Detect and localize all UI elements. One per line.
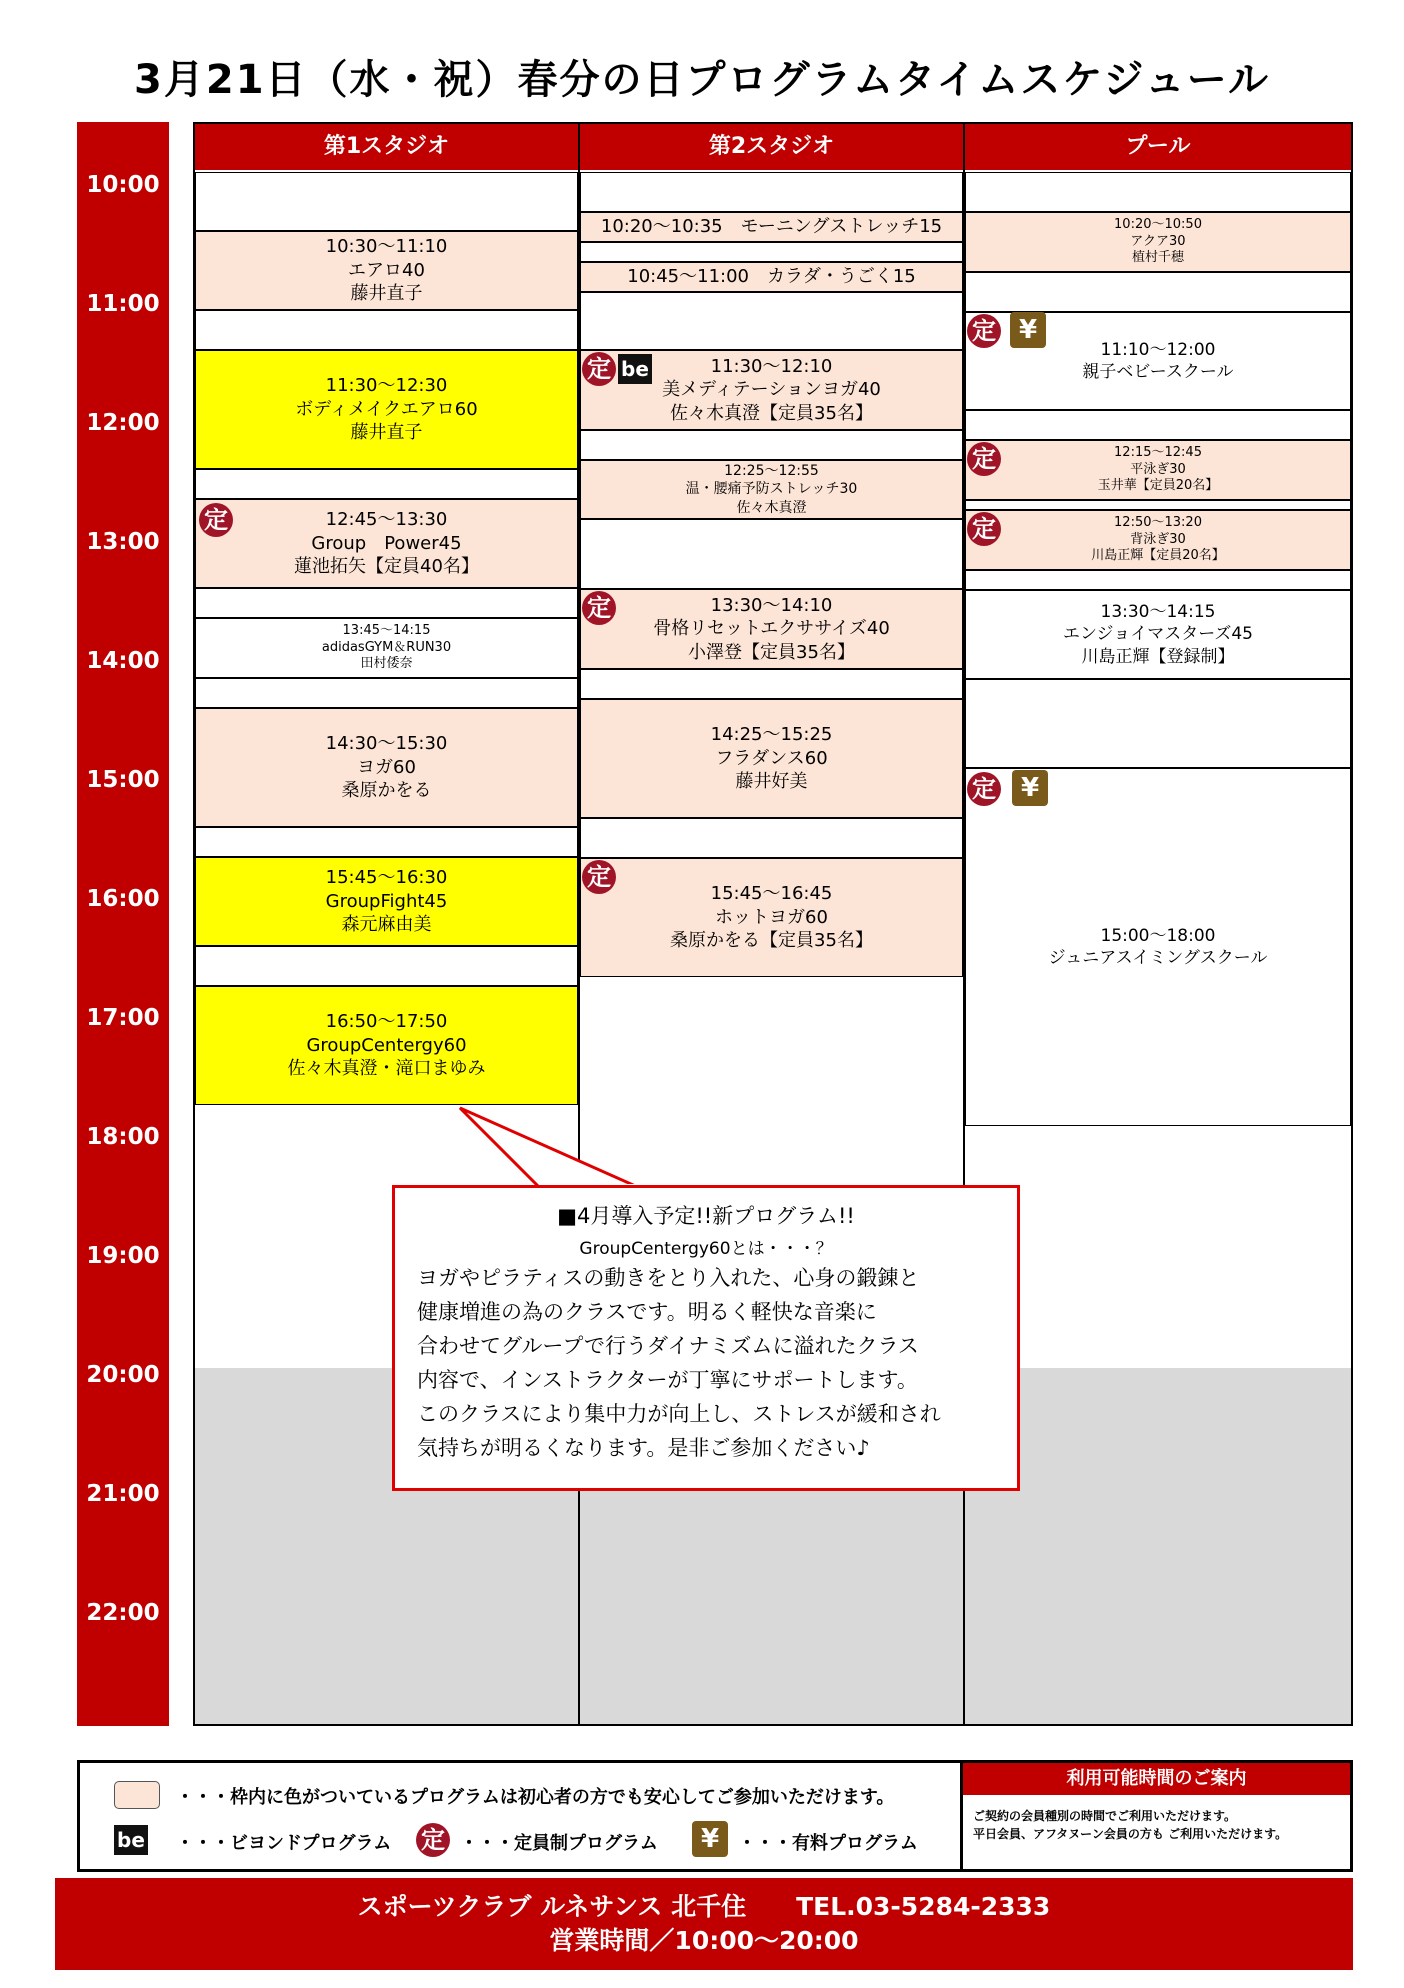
capacity-badge-icon: 定 [582,352,616,386]
program-name: アクア30 [1130,233,1186,249]
capacity-badge-icon: 定 [199,503,233,537]
beyond-program-icon: be [114,1825,148,1855]
time-label: 17:00 [86,1005,160,1031]
time-label: 14:00 [86,648,160,674]
program-instructor: 藤井直子 [350,422,423,444]
program-time: 12:45～13:30 [325,509,448,531]
time-label: 10:00 [86,172,160,198]
program-instructor: 玉井華【定員20名】 [1097,478,1219,494]
program-instructor: 佐々木真澄・滝口まゆみ [287,1058,486,1080]
program-name: エアロ40 [348,259,425,281]
time-label: 15:00 [86,767,160,793]
beginner-color-swatch [114,1781,160,1809]
program-time: 15:00～18:00 [1100,925,1216,946]
beyond-program-icon: be [618,354,652,384]
time-label: 13:00 [86,529,160,555]
availability-box [963,1760,1353,1872]
program-time: 14:30～15:30 [325,733,448,755]
callout-line: 合わせてグループで行うダイナミズムに溢れたクラス [417,1334,919,1358]
capacity-badge-icon: 定 [582,860,616,894]
program-instructor: 川島正輝【登録制】 [1081,646,1235,667]
legend-capacity: ・・・定員制プログラム [460,1833,658,1854]
program-time: 11:30～12:10 [710,355,833,377]
availability-line: ご契約の会員種別の時間でご利用いただけます。 [973,1809,1237,1823]
callout-line: ヨガやピラティスの動きをとり入れた、心身の鍛錬と [417,1266,920,1290]
business-hours: 営業時間／10:00～20:00 [549,1926,859,1955]
column-header-studio2: 第2スタジオ [580,124,963,170]
yen-icon: ¥ [1010,312,1046,348]
program-name: Group Power45 [311,532,462,554]
availability-line: 平日会員、アフタヌーン会員の方も ご利用いただけます。 [973,1827,1288,1841]
program-instructor: 桑原かをる【定員35名】 [670,930,873,952]
program-name: 背泳ぎ30 [1130,531,1186,547]
program-name: 平泳ぎ30 [1130,461,1186,477]
column-header-studio1: 第1スタジオ [195,124,578,170]
program-instructor: 森元麻由美 [341,914,432,936]
program-time: 12:50～13:20 [1114,514,1202,530]
program-name: 骨格リセットエクササイズ40 [653,618,890,640]
program-instructor: 藤井直子 [350,283,423,305]
program-time: 11:30～12:30 [325,375,448,397]
program-name: ホットヨガ60 [715,906,828,928]
program-name: adidasGYM＆RUN30 [321,639,452,655]
callout-heading: ■4月導入予定!!新プログラム!! [557,1204,855,1228]
callout-subheading: GroupCentergy60とは・・・？ [579,1239,833,1259]
program-time: 12:25～12:55 [724,463,819,480]
program-instructor: 佐々木真澄 [736,499,807,516]
legend [77,1760,963,1872]
program-instructor: 桑原かをる [341,780,432,802]
program-instructor: 佐々木真澄【定員35名】 [670,402,873,424]
callout-line: 気持ちが明るくなります。是非ご参加ください♪ [417,1436,870,1460]
program-time: 10:30～11:10 [325,236,448,258]
program-name: ボディメイクエアロ60 [295,398,478,420]
program-name: フラダンス60 [715,747,828,769]
availability-heading: 利用可能時間のご案内 [963,1763,1350,1795]
time-label: 22:00 [86,1600,160,1626]
new-program-callout [392,1185,1020,1491]
legend-beyond: ・・・ビヨンドプログラム [176,1833,392,1854]
program-time: 15:45～16:30 [325,867,448,889]
program-instructor: 川島正輝【定員20名】 [1091,548,1225,564]
page-title: 3月21日（水・祝）春分の日プログラムタイムスケジュール [134,57,1270,103]
callout-line: 内容で、インストラクターが丁寧にサポートします。 [417,1368,918,1392]
program-name: ヨガ60 [357,756,416,778]
program-instructor: 田村倭奈 [360,656,413,672]
program-time: 13:30～14:15 [1100,602,1216,623]
program-instructor: 植村千穂 [1131,250,1184,266]
time-label: 20:00 [86,1362,160,1388]
program-time: 10:20～10:50 [1114,216,1202,232]
program-time: 16:50～17:50 [325,1011,448,1033]
program-name: ジュニアスイミングスクール [1048,948,1268,968]
program-name: エンジョイマスターズ45 [1062,624,1254,645]
time-label: 21:00 [86,1481,160,1507]
program-name: GroupCentergy60 [306,1034,467,1056]
footer [55,1878,1353,1970]
club-contact: スポーツクラブ ルネサンス 北千住 TEL.03-5284-2333 [357,1892,1051,1921]
legend-paid: ・・・有料プログラム [738,1833,918,1854]
capacity-badge-icon: 定 [416,1823,450,1857]
yen-icon: ¥ [692,1821,728,1857]
program-time: 11:10～12:00 [1100,339,1216,360]
yen-icon: ¥ [1012,770,1048,806]
capacity-badge-icon: 定 [582,591,616,625]
callout-line: 健康増進の為のクラスです。明るく軽快な音楽に [417,1300,877,1324]
program-time: 13:30～14:10 [710,594,833,616]
time-label: 19:00 [86,1243,160,1269]
time-label: 18:00 [86,1124,160,1150]
program-instructor: 蓮池拓矢【定員40名】 [294,556,479,578]
program-time: 14:25～15:25 [710,724,833,746]
program-name: 親子ベビースクール [1082,362,1234,382]
capacity-badge-icon: 定 [967,772,1001,806]
program-name: 美メディテーションヨガ40 [662,379,881,401]
program-instructor: 藤井好美 [735,771,808,793]
program-time: 12:15～12:45 [1114,444,1202,460]
callout-line: このクラスにより集中力が向上し、ストレスが緩和され [417,1402,941,1426]
capacity-badge-icon: 定 [967,512,1001,546]
callout-body [413,1261,999,1465]
program-line: 10:45～11:00 カラダ・うごく15 [627,266,916,288]
program-time: 15:45～16:45 [710,883,833,905]
availability-body [963,1795,1350,1855]
time-label: 16:00 [86,886,160,912]
program-time: 13:45～14:15 [342,622,431,638]
program-line: 10:20～10:35 モーニングストレッチ15 [600,216,943,238]
program-instructor: 小澤登【定員35名】 [688,641,855,663]
program-name: 温・腰痛予防ストレッチ30 [685,481,858,498]
capacity-badge-icon: 定 [967,314,1001,348]
time-label: 12:00 [86,410,160,436]
legend-color-note: ・・・枠内に色がついているプログラムは初心者の方でも安心してご参加いただけます。 [176,1787,895,1808]
time-label: 11:00 [86,291,160,317]
column-header-pool: プール [965,124,1351,170]
program-name: GroupFight45 [325,890,448,912]
capacity-badge-icon: 定 [967,442,1001,476]
